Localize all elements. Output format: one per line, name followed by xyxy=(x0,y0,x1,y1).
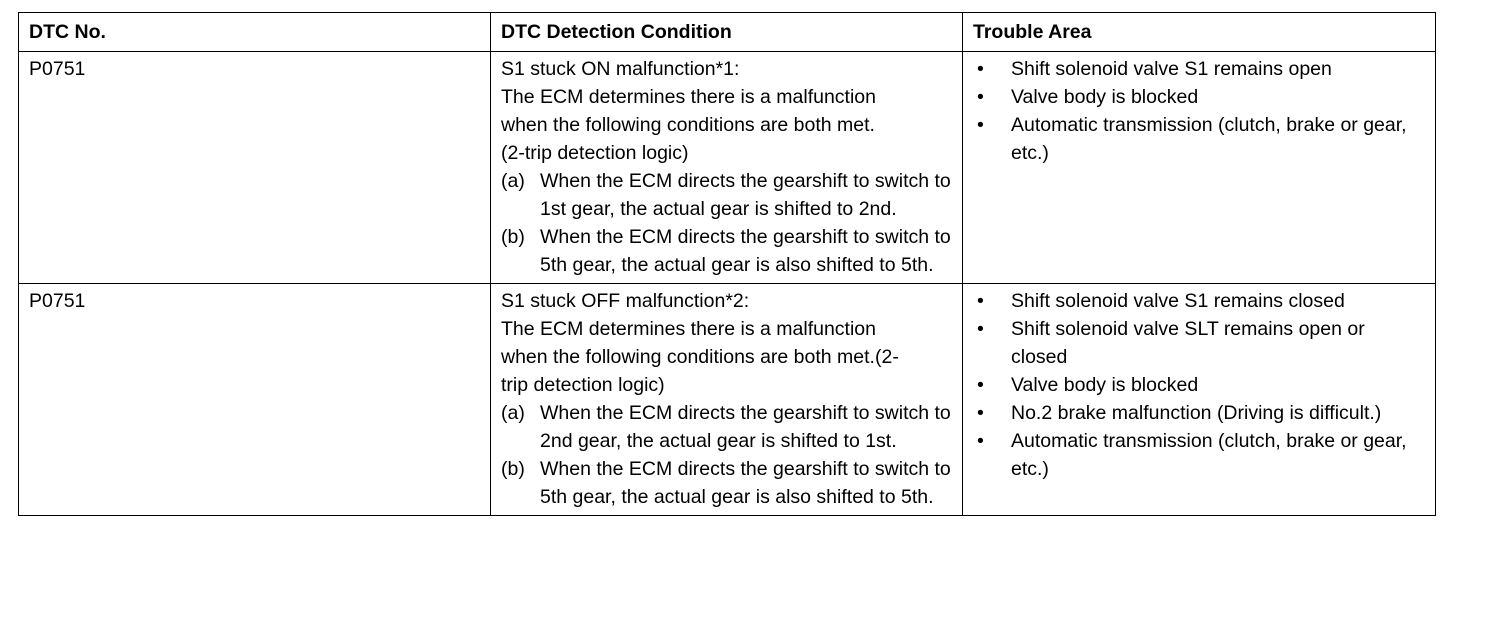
trouble-area-cell xyxy=(963,52,1436,284)
condition-line: when the following conditions are both met. xyxy=(501,114,875,136)
trouble-area-cell xyxy=(963,284,1436,516)
bullet-icon: • xyxy=(977,374,984,396)
condition-line: The ECM determines there is a malfunction xyxy=(501,318,876,340)
detection-condition-cell xyxy=(491,284,963,516)
dtc-number-cell: P0751 xyxy=(19,52,491,284)
condition-title: S1 stuck OFF malfunction*2: xyxy=(501,290,750,312)
list-item xyxy=(973,427,1425,483)
trouble-area-text: Valve body is blocked xyxy=(1011,374,1199,396)
list-item xyxy=(973,315,1425,371)
header-trouble-area: Trouble Area xyxy=(963,13,1436,52)
table-body xyxy=(19,52,1436,516)
trouble-area-text: No.2 brake malfunction (Driving is difficult.) xyxy=(1011,402,1382,424)
condition-sub-item xyxy=(501,455,952,511)
bullet-icon: • xyxy=(977,290,984,312)
sub-item-tag: (a) xyxy=(501,402,525,424)
sub-item-tag: (a) xyxy=(501,170,525,192)
list-item xyxy=(973,111,1425,167)
condition-line: (2-trip detection logic) xyxy=(501,142,689,164)
condition-line: The ECM determines there is a malfunction xyxy=(501,86,876,108)
trouble-area-text: Valve body is blocked xyxy=(1011,86,1199,108)
detection-condition-cell xyxy=(491,52,963,284)
bullet-icon: • xyxy=(977,58,984,80)
bullet-icon: • xyxy=(977,114,984,136)
header-detection-condition: DTC Detection Condition xyxy=(491,13,963,52)
trouble-area-text: Shift solenoid valve SLT remains open or closed xyxy=(1011,318,1365,368)
trouble-area-list xyxy=(973,287,1425,483)
sub-item-tag: (b) xyxy=(501,458,525,480)
bullet-icon: • xyxy=(977,86,984,108)
header-row xyxy=(19,13,1436,52)
condition-line: when the following conditions are both met.(2- xyxy=(501,346,899,368)
condition-line: trip detection logic) xyxy=(501,374,665,396)
trouble-area-text: Shift solenoid valve S1 remains open xyxy=(1011,58,1332,80)
trouble-area-text: Shift solenoid valve S1 remains closed xyxy=(1011,290,1345,312)
list-item xyxy=(973,371,1425,399)
header-dtc-no: DTC No. xyxy=(19,13,491,52)
trouble-area-list xyxy=(973,55,1425,167)
sub-item-text: When the ECM directs the gearshift to switch to 1st gear, the actual gear is shifted to 2nd. xyxy=(540,170,951,220)
list-item xyxy=(973,55,1425,83)
condition-title: S1 stuck ON malfunction*1: xyxy=(501,58,740,80)
table-row xyxy=(19,52,1436,284)
sub-item-text: When the ECM directs the gearshift to switch to 5th gear, the actual gear is also shifted to 5th. xyxy=(540,226,951,276)
condition-sub-item xyxy=(501,399,952,455)
list-item xyxy=(973,399,1425,427)
sub-item-tag: (b) xyxy=(501,226,525,248)
list-item xyxy=(973,83,1425,111)
sub-item-text: When the ECM directs the gearshift to switch to 5th gear, the actual gear is also shifted to 5th. xyxy=(540,458,951,508)
condition-sub-item xyxy=(501,223,952,279)
dtc-number-cell: P0751 xyxy=(19,284,491,516)
condition-sub-item xyxy=(501,167,952,223)
dtc-table xyxy=(18,12,1436,516)
bullet-icon: • xyxy=(977,318,984,340)
bullet-icon: • xyxy=(977,402,984,424)
trouble-area-text: Automatic transmission (clutch, brake or gear, etc.) xyxy=(1011,430,1407,480)
trouble-area-text: Automatic transmission (clutch, brake or gear, etc.) xyxy=(1011,114,1407,164)
table-row xyxy=(19,284,1436,516)
list-item xyxy=(973,287,1425,315)
sub-item-text: When the ECM directs the gearshift to switch to 2nd gear, the actual gear is shifted to 1st. xyxy=(540,402,951,452)
bullet-icon: • xyxy=(977,430,984,452)
table-header xyxy=(19,13,1436,52)
